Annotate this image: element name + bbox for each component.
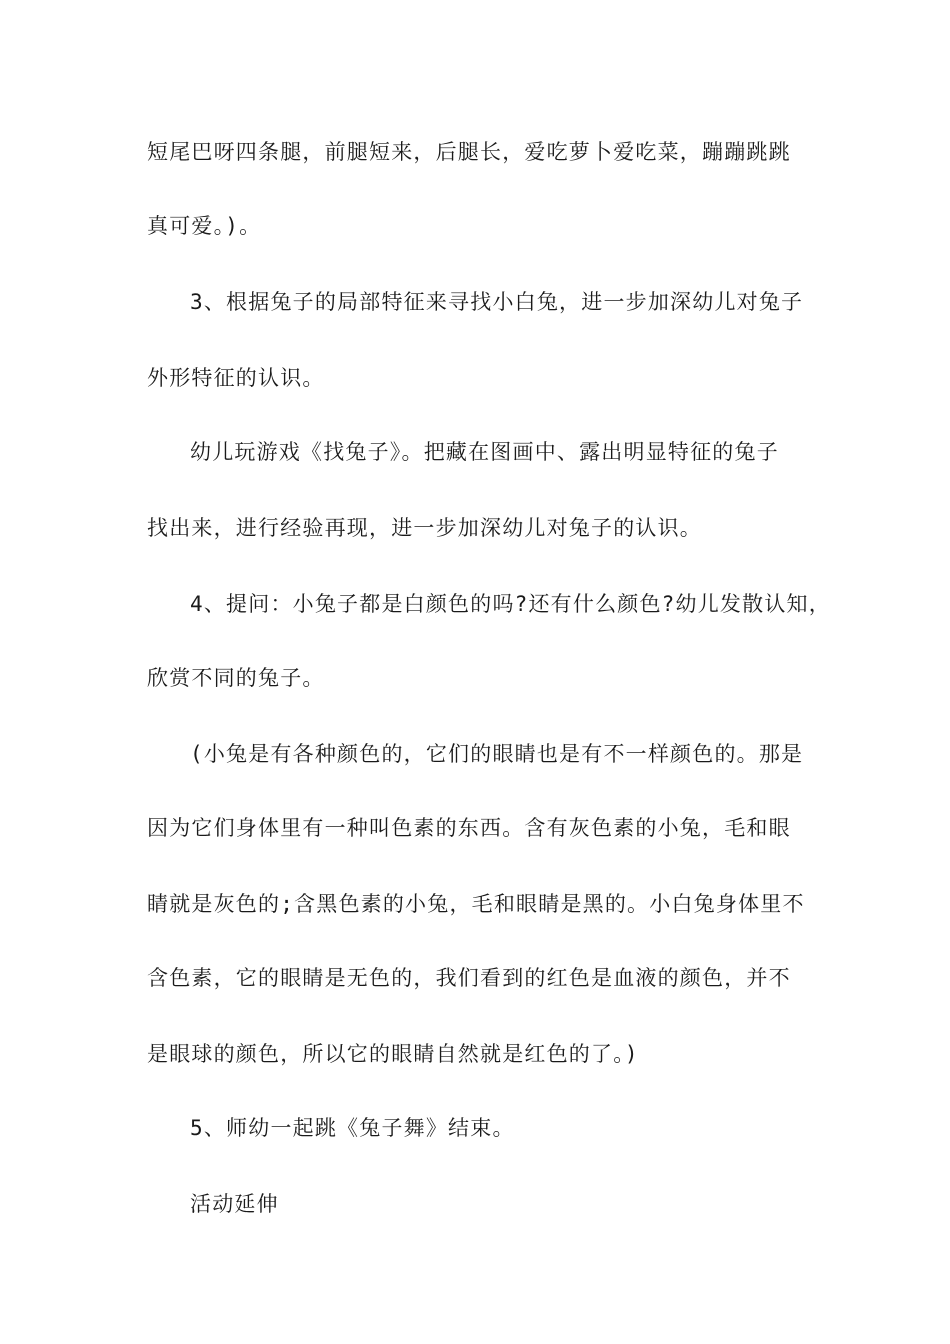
text-line: 找出来，进行经验再现，进一步加深幼儿对兔子的认识。 [147, 516, 702, 540]
text-line: (小兔是有各种颜色的，它们的眼睛也是有不一样颜色的。那是 [190, 742, 804, 766]
text-line: 欣赏不同的兔子。 [147, 666, 325, 690]
text-line: 因为它们身体里有一种叫色素的东西。含有灰色素的小兔，毛和眼 [147, 816, 791, 840]
text-line: 含色素，它的眼睛是无色的，我们看到的红色是血液的颜色，并不 [147, 966, 791, 990]
text-line: 短尾巴呀四条腿，前腿短来，后腿长，爱吃萝卜爱吃菜，蹦蹦跳跳 [147, 140, 791, 164]
text-line: 真可爱。)。 [147, 214, 262, 238]
section-heading: 活动延伸 [190, 1192, 279, 1216]
text-line: 外形特征的认识。 [147, 366, 325, 390]
text-line: 是眼球的颜色，所以它的眼睛自然就是红色的了。) [147, 1042, 639, 1066]
text-line: 幼儿玩游戏《找兔子》。把藏在图画中、露出明显特征的兔子 [190, 440, 779, 464]
text-line: 4、提问：小兔子都是白颜色的吗?还有什么颜色?幼儿发散认知， [190, 592, 831, 616]
text-line: 3、根据兔子的局部特征来寻找小白兔，进一步加深幼儿对兔子 [190, 290, 804, 314]
text-line: 睛就是灰色的;含黑色素的小兔，毛和眼睛是黑的。小白兔身体里不 [147, 892, 805, 916]
text-line: 5、师幼一起跳《兔子舞》结束。 [190, 1116, 515, 1140]
